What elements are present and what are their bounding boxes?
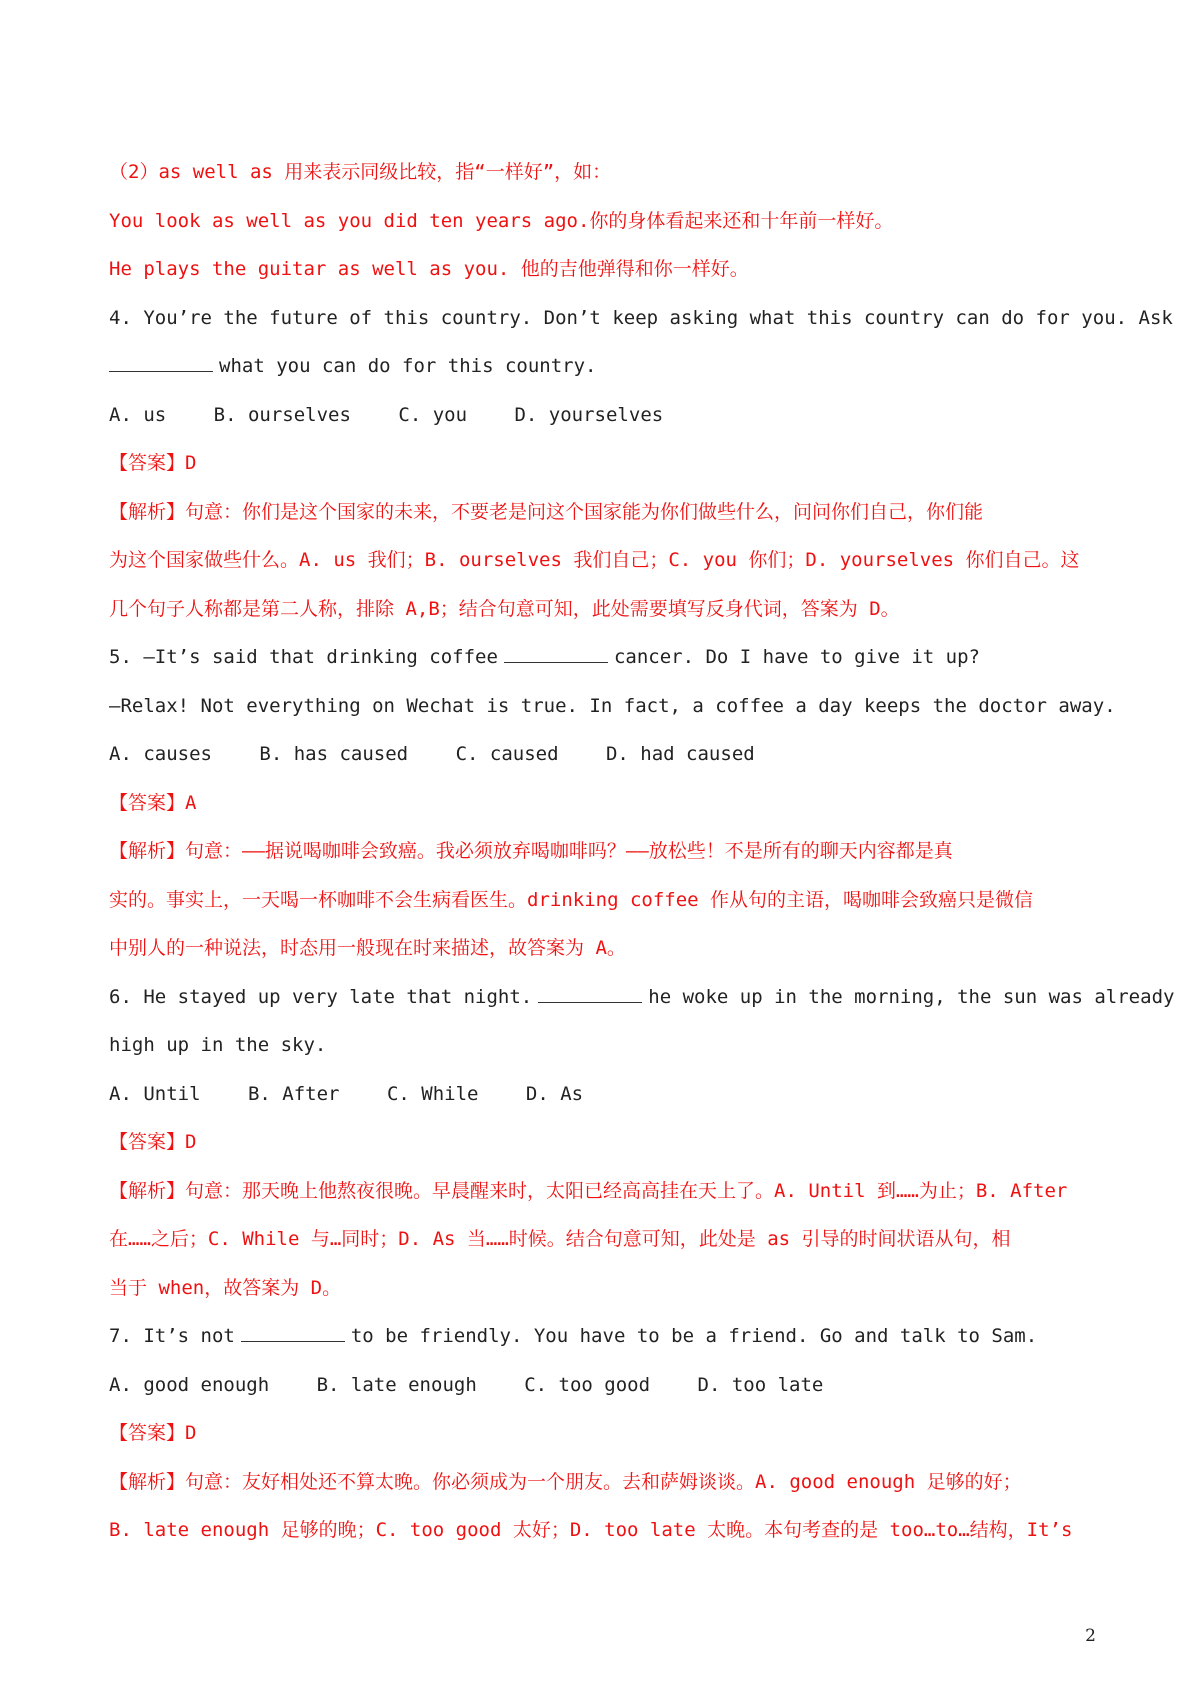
q4-answer: 【答案】D (109, 452, 197, 474)
q4-analysis-line-2: 为这个国家做些什么。A. us 我们；B. ourselves 我们自己；C. you 你们；D. yourselves 你们自己。这 (109, 549, 1080, 571)
q7-option-c: C. too good (524, 1373, 651, 1396)
q5-option-c: C. caused (455, 743, 559, 765)
q4-option-c: C. you (398, 403, 468, 426)
q5-stem-line-2: —Relax! Not everything on Wechat is true. In fact, a coffee a day keeps the doctor away. (109, 694, 1116, 717)
q7-option-a: A. good enough (109, 1373, 270, 1396)
note-heading: （2）as well as 用来表示同级比较，指“一样好”，如： (109, 161, 612, 183)
q4-option-a: A. us (109, 403, 167, 426)
q6-analysis-line-1: 【解析】句意：那天晚上他熬夜很晚。早晨醒来时，太阳已经高高挂在天上了。A. Until 到……为止；B. After (109, 1179, 1068, 1202)
q4-analysis-line-1: 【解析】句意：你们是这个国家的未来，不要老是问这个国家能为你们做些什么，问问你们自己，你们能 (109, 500, 984, 523)
q7-stem-after-blank: to be friendly. You have to be a friend. Go and talk to Sam. (350, 1325, 1038, 1347)
q5-stem-after-blank: cancer. Do I have to give it up? (613, 646, 980, 668)
q6-stem-after-blank: he woke up in the morning, the sun was already (648, 985, 1175, 1008)
q5-blank (504, 640, 608, 663)
q7-analysis-line-2: B. late enough 足够的晚；C. too good 太好；D. too late 太晚。本句考查的是 too…to…结构，It’s (109, 1519, 1073, 1541)
q7-answer: 【答案】D (109, 1422, 197, 1444)
q6-blank (538, 980, 642, 1003)
q4-blank (109, 349, 213, 372)
q5-options (109, 730, 1099, 779)
q7-option-b: B. late enough (316, 1373, 477, 1396)
q6-stem-line-1 (109, 973, 1175, 1022)
q5-option-b: B. has caused (259, 743, 409, 765)
q6-option-d: D. As (525, 1082, 584, 1105)
q4-stem-line-2 (109, 342, 1099, 391)
q4-option-b: B. ourselves (213, 403, 351, 426)
q6-option-c: C. While (386, 1082, 479, 1105)
q7-stem-before-blank: 7. It’s not (109, 1325, 235, 1347)
q4-stem-after-blank: what you can do for this country. (219, 355, 597, 377)
q5-option-a: A. causes (109, 743, 212, 765)
q5-analysis-line-1: 【解析】句意：——据说喝咖啡会致癌。我必须放弃喝咖啡吗？——放松些！不是所有的聊天内容都是真 (109, 840, 953, 862)
q5-stem-before-blank: 5. —It’s said that drinking coffee (109, 646, 498, 668)
q6-analysis-line-3: 当于 when，故答案为 D。 (109, 1276, 342, 1299)
q4-analysis-line-3: 几个句子人称都是第二人称，排除 A,B；结合句意可知，此处需要填写反身代词，答案为 D。 (109, 597, 900, 620)
q7-blank (241, 1319, 345, 1342)
q4-stem-line-1: 4. You’re the future of this country. Don’t keep asking what this country can do for you. Ask (109, 306, 1173, 329)
q6-options (109, 1070, 1099, 1119)
q6-stem-before-blank: 6. He stayed up very late that night. (109, 985, 533, 1008)
page-number: 2 (1085, 1626, 1096, 1646)
q5-option-d: D. had caused (605, 743, 755, 765)
q6-option-a: A. Until (109, 1082, 201, 1105)
q6-stem-line-2: high up in the sky. (109, 1034, 327, 1056)
q4-options (109, 391, 1099, 440)
note-example-2: He plays the guitar as well as you. 他的吉他弹得和你一样好。 (109, 258, 749, 280)
q7-stem-line-1 (109, 1312, 1099, 1361)
note-example-1: You look as well as you did ten years ago.你的身体看起来还和十年前一样好。 (109, 209, 894, 232)
q6-analysis-line-2: 在……之后；C. While 与…同时；D. As 当……时候。结合句意可知，此处是 as 引导的时间状语从句，相 (109, 1228, 1011, 1250)
q5-analysis-line-2: 实的。事实上，一天喝一杯咖啡不会生病看医生。drinking coffee 作从句的主语，喝咖啡会致癌只是微信 (109, 888, 1034, 911)
q6-answer: 【答案】D (109, 1131, 197, 1153)
q5-answer: 【答案】A (109, 791, 197, 814)
q5-stem-line-1 (109, 633, 1099, 682)
page-content (109, 148, 1175, 1555)
q7-analysis-line-1: 【解析】句意：友好相处还不算太晚。你必须成为一个朋友。去和萨姆谈谈。A. good enough 足够的好； (109, 1470, 1022, 1493)
q7-options (109, 1361, 1099, 1410)
q6-option-b: B. After (247, 1082, 340, 1105)
q5-analysis-line-3: 中别人的一种说法，时态用一般现在时来描述，故答案为 A。 (109, 937, 626, 959)
q7-option-d: D. too late (697, 1373, 824, 1396)
q4-option-d: D. yourselves (514, 403, 664, 426)
